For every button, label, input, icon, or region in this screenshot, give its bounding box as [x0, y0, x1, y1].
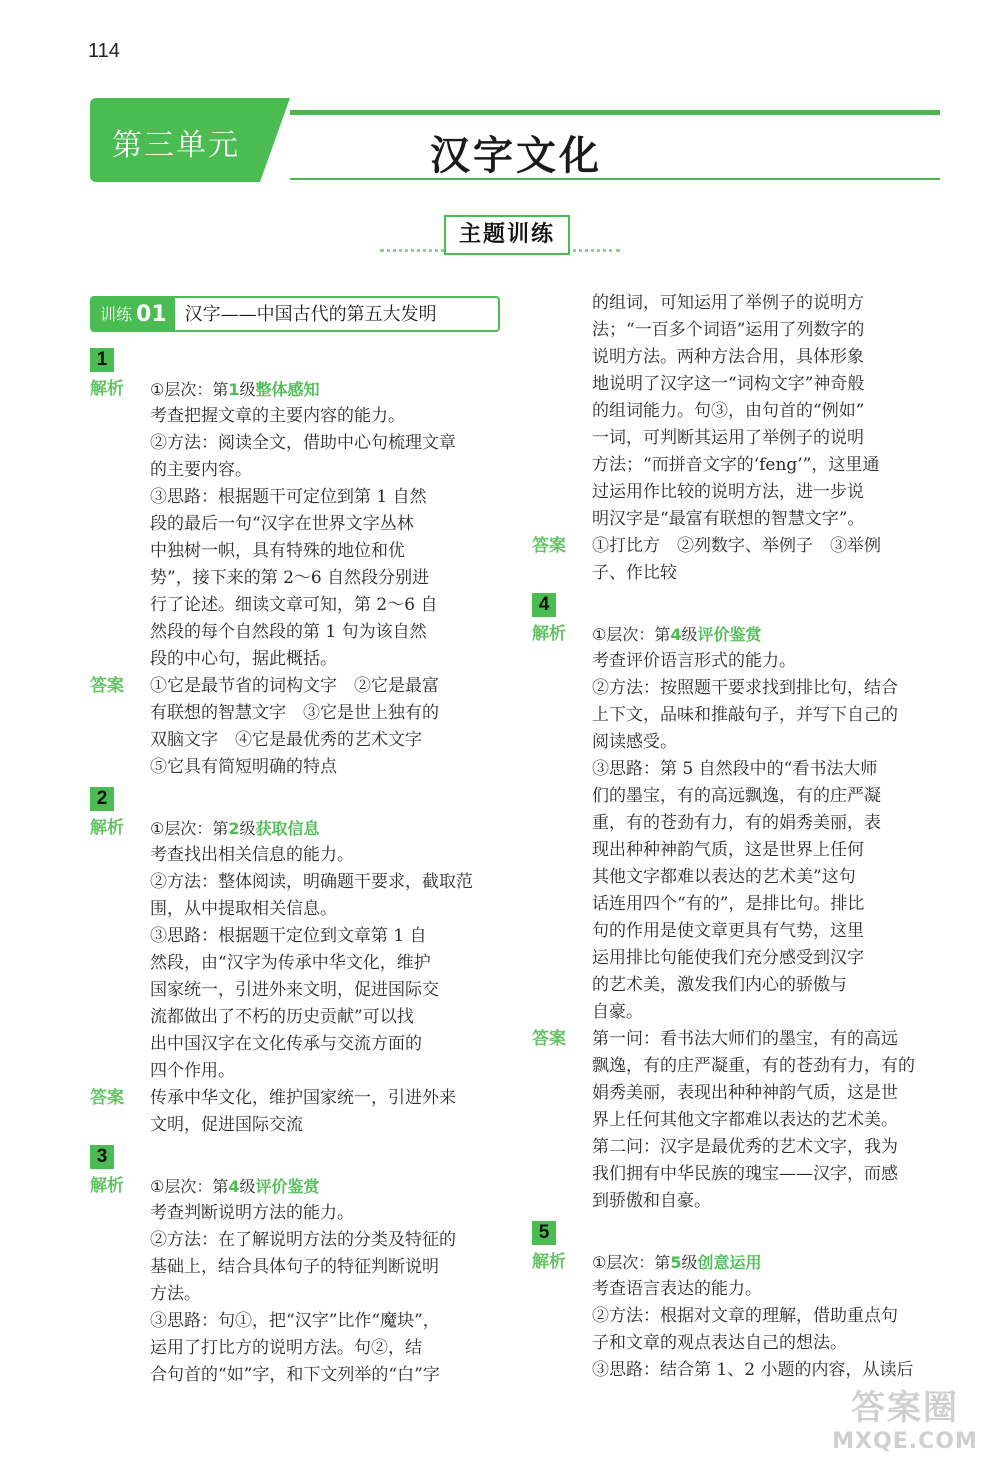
- q3-thinking-continued: [532, 290, 944, 533]
- q4-ability: 考查评价语言形式的能力。: [592, 651, 796, 671]
- q1-answer: [90, 673, 500, 781]
- q4-answer-line: 第二问：汉字是最优秀的艺术文字，我为: [592, 1137, 898, 1157]
- training-tag-label: 训练: [100, 304, 133, 324]
- q3-answer-line: ①打比方 ②列数字、举例子 ③举例: [592, 536, 881, 556]
- q2-method-line: 围，从中提取相关信息。: [150, 899, 337, 919]
- watermark: [820, 1380, 990, 1460]
- q3-thinking-line: 明汉字是“最富有联想的智慧文字”。: [592, 509, 865, 529]
- q3-answer-line: 子、作比较: [592, 563, 677, 583]
- q4-thinking-line: 话连用四个“有的”，是排比句。排比: [592, 894, 865, 914]
- q2-level: ①层次：第2级获取信息: [150, 819, 320, 838]
- q3-thinking-line: ③思路：句①，把“汉字”比作“魔块”，: [150, 1311, 440, 1331]
- right-column: [532, 290, 944, 1384]
- q3-level: ①层次：第4级评价鉴赏: [150, 1177, 320, 1196]
- answer-tag: 答案: [90, 1088, 124, 1108]
- analysis-tag: 解析: [532, 1252, 566, 1272]
- q3-analysis: [90, 1173, 500, 1389]
- q2-analysis: [90, 815, 500, 1085]
- q5-ability: 考查语言表达的能力。: [592, 1279, 762, 1299]
- q4-method-line: 上下文，品味和推敲句子，并写下自己的: [592, 705, 898, 725]
- q2-answer-line: 传承中华文化，维护国家统一，引进外来: [150, 1088, 456, 1108]
- question-number: 2: [90, 787, 114, 811]
- q4-analysis: [532, 621, 944, 1026]
- theme-banner: [380, 215, 620, 265]
- q3-thinking-line: 合句首的“如”字，和下文列举的“白”字: [150, 1365, 440, 1385]
- analysis-tag: 解析: [532, 624, 566, 644]
- q3-ability: 考查判断说明方法的能力。: [150, 1203, 354, 1223]
- q1-method-line: 的主要内容。: [150, 460, 252, 480]
- q4-method-line: ②方法：按照题干要求找到排比句，结合: [592, 678, 898, 698]
- q1-thinking-line: 段的最后一句“汉字在世界文字丛林: [150, 514, 414, 534]
- training-title: 汉字——中国古代的第五大发明: [184, 303, 437, 325]
- q5-thinking-line: ③思路：结合第 1、2 小题的内容，从读后: [592, 1360, 914, 1380]
- answer-tag: 答案: [90, 676, 124, 696]
- page-number: 114: [88, 40, 120, 62]
- q1-thinking-line: 行了论述。细读文章可知，第 2～6 自: [150, 595, 438, 615]
- q1-thinking-line: 然段的每个自然段的第 1 句为该自然: [150, 622, 427, 642]
- q2-thinking-line: 四个作用。: [150, 1061, 235, 1081]
- q3-thinking-line: 的组词，可知运用了举例子的说明方: [592, 293, 864, 313]
- q4-thinking-line: ③思路：第 5 自然段中的“看书法大师: [592, 759, 878, 779]
- analysis-tag: 解析: [90, 1176, 124, 1196]
- q4-thinking-line: 运用排比句能使我们充分感受到汉字: [592, 948, 864, 968]
- q4-answer-line: 到骄傲和自豪。: [592, 1191, 711, 1211]
- analysis-tag: 解析: [90, 379, 124, 399]
- q4-answer-line: 我们拥有中华民族的瑰宝——汉字，而感: [592, 1164, 898, 1184]
- q4-thinking-line: 自豪。: [592, 1002, 643, 1022]
- q1-analysis: [90, 376, 500, 673]
- q4-method-line: 阅读感受。: [592, 732, 677, 752]
- q3-thinking-line: 地说明了汉字这一“词构文字”神奇般: [592, 374, 865, 394]
- q3-thinking-line: 法；“一百多个词语”运用了列数字的: [592, 320, 865, 340]
- training-tag: [92, 298, 175, 330]
- q4-thinking-line: 重，有的苍劲有力，有的娟秀美丽，表: [592, 813, 881, 833]
- q3-answer: [532, 533, 944, 587]
- q3-thinking-line: 的组词能力。句③，由句首的“例如”: [592, 401, 865, 421]
- training-number: 01: [136, 301, 167, 327]
- header-rule-bottom: [290, 178, 940, 180]
- q2-answer-line: 文明，促进国际交流: [150, 1115, 303, 1135]
- q4-thinking-line: 其他文字都难以表达的艺术美”这句: [592, 867, 856, 887]
- q3-thinking-line: 方法；“而拼音文字的‘feng’”，这里通: [592, 455, 880, 475]
- q4-answer-line: 娟秀美丽，表现出种种神韵气质，这是世: [592, 1083, 898, 1103]
- q3-method-line: 基础上，结合具体句子的特征判断说明: [150, 1257, 439, 1277]
- answer-tag: 答案: [532, 1029, 566, 1049]
- q1-answer-line: ①它是最节省的词构文字 ②它是最富: [150, 676, 439, 696]
- q4-answer: [532, 1026, 944, 1215]
- q3-thinking-line: 一词，可判断其运用了举例子的说明: [592, 428, 864, 448]
- q4-answer-line: 飘逸，有的庄严凝重，有的苍劲有力，有的: [592, 1056, 915, 1076]
- q1-ability: 考查把握文章的主要内容的能力。: [150, 406, 405, 426]
- q1-thinking-line: 势”，接下来的第 2～6 自然段分别进: [150, 568, 430, 588]
- q1-answer-line: ⑤它具有简短明确的特点: [150, 757, 337, 777]
- watermark-bottom: MXQE.COM: [832, 1429, 978, 1454]
- q1-method-line: ②方法：阅读全文，借助中心句梳理文章: [150, 433, 456, 453]
- q3-method-line: ②方法：在了解说明方法的分类及特征的: [150, 1230, 456, 1250]
- left-column: [90, 296, 500, 1389]
- unit-label: 第三单元: [112, 128, 240, 163]
- question-number: 1: [90, 348, 114, 372]
- q2-ability: 考查找出相关信息的能力。: [150, 845, 354, 865]
- q1-answer-line: 有联想的智慧文字 ③它是世上独有的: [150, 703, 439, 723]
- watermark-top: 答案圈: [851, 1388, 959, 1428]
- q3-thinking-line: 说明方法。两种方法合用，具体形象: [592, 347, 864, 367]
- q4-level: ①层次：第4级评价鉴赏: [592, 625, 762, 644]
- q1-thinking-line: 中独树一帜，具有特殊的地位和优: [150, 541, 405, 561]
- q1-level: ①层次：第1级整体感知: [150, 380, 320, 399]
- training-header: [90, 296, 500, 332]
- q2-thinking-line: ③思路：根据题干定位到文章第 1 自: [150, 926, 427, 946]
- analysis-tag: 解析: [90, 818, 124, 838]
- q4-thinking-line: 的艺术美，激发我们内心的骄傲与: [592, 975, 847, 995]
- q1-thinking-line: ③思路：根据题干可定位到第 1 自然: [150, 487, 427, 507]
- q2-thinking-line: 然段，由“汉字为传承中华文化，维护: [150, 953, 431, 973]
- question-number: 3: [90, 1145, 114, 1169]
- question-number: 5: [532, 1221, 556, 1245]
- q3-thinking-line: 过运用作比较的说明方法，进一步说: [592, 482, 864, 502]
- q3-thinking-line: 运用了打比方的说明方法。句②，结: [150, 1338, 422, 1358]
- q1-thinking-line: 段的中心句，据此概括。: [150, 649, 337, 669]
- q2-method-line: ②方法：整体阅读，明确题干要求，截取范: [150, 872, 473, 892]
- header-rule-top: [290, 110, 940, 115]
- q2-answer: [90, 1085, 500, 1139]
- q1-answer-line: 双脑文字 ④它是最优秀的艺术文字: [150, 730, 422, 750]
- q2-thinking-line: 国家统一，引进外来文明，促进国际交: [150, 980, 439, 1000]
- question-number: 4: [532, 593, 556, 617]
- q4-answer-line: 界上任何其他文字都难以表达的艺术美。: [592, 1110, 898, 1130]
- q2-thinking-line: 流都做出了不朽的历史贡献”可以找: [150, 1007, 414, 1027]
- q4-thinking-line: 们的墨宝，有的高远飘逸，有的庄严凝: [592, 786, 881, 806]
- q5-method-line: 子和文章的观点表达自己的想法。: [592, 1333, 847, 1353]
- q4-thinking-line: 句的作用是使文章更具有气势，这里: [592, 921, 864, 941]
- q3-method-line: 方法。: [150, 1284, 201, 1304]
- answer-tag: 答案: [532, 536, 566, 556]
- q5-analysis: [532, 1249, 944, 1384]
- q4-thinking-line: 现出种种神韵气质，这是世界上任何: [592, 840, 864, 860]
- q5-method-line: ②方法：根据对文章的理解，借助重点句: [592, 1306, 898, 1326]
- unit-title: 汉字文化: [430, 132, 602, 179]
- q4-answer-line: 第一问：看书法大师们的墨宝，有的高远: [592, 1029, 898, 1049]
- q5-level: ①层次：第5级创意运用: [592, 1253, 762, 1272]
- unit-header: [90, 98, 940, 184]
- theme-badge: 主题训练: [444, 215, 570, 255]
- q2-thinking-line: 出中国汉字在文化传承与交流方面的: [150, 1034, 422, 1054]
